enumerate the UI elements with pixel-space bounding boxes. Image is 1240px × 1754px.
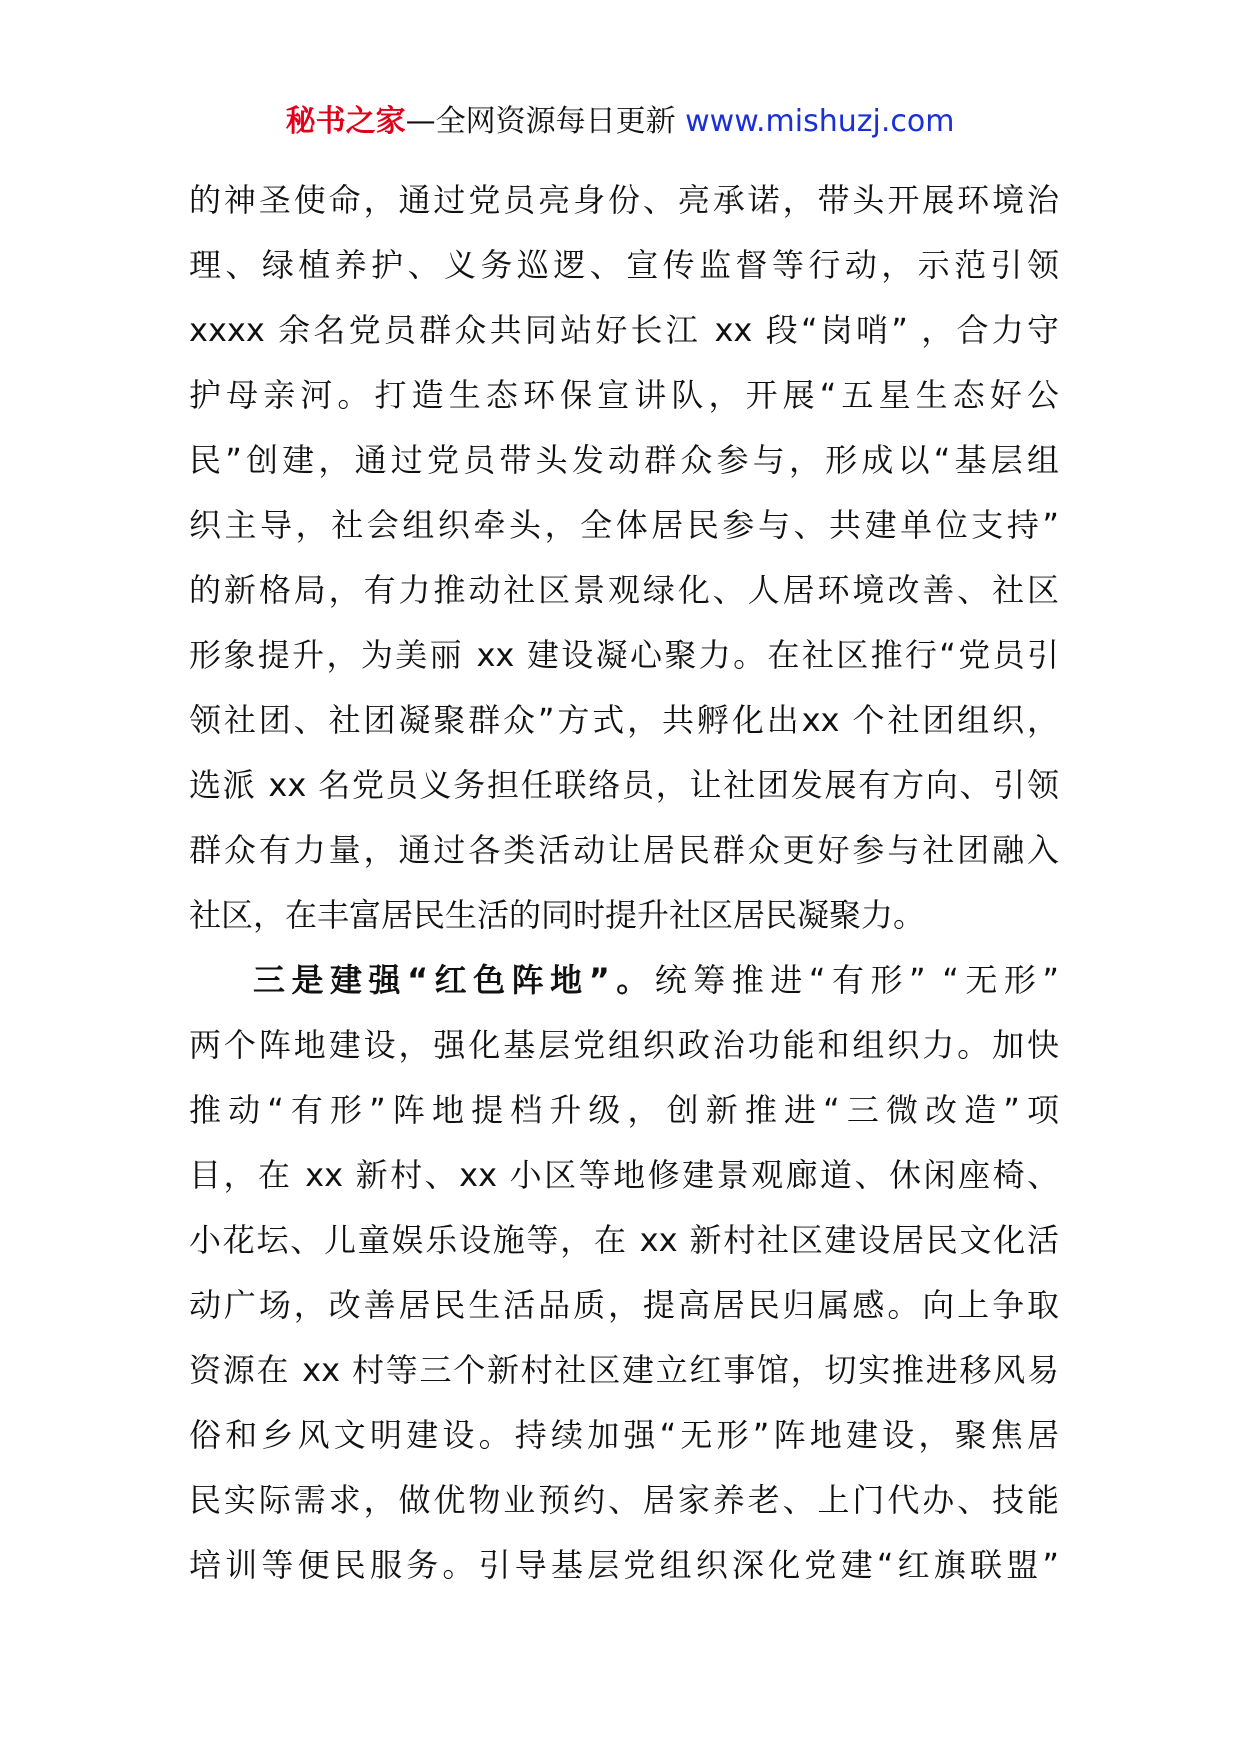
text-line: xxxx 余名党员群众共同站好长江 xx 段“岗哨” ，合力守 <box>189 311 1059 349</box>
text-line: 理、绿植养护、义务巡逻、宣传监督等行动，示范引领 <box>189 246 1059 284</box>
text-line: 培训等便民服务。引导基层党组织深化党建“红旗联盟” <box>189 1546 1059 1584</box>
site-header <box>0 100 1240 144</box>
paragraph-2 <box>189 948 1059 1598</box>
text-line: 民实际需求，做优物业预约、居家养老、上门代办、技能 <box>189 1481 1059 1519</box>
text-line: 的神圣使命，通过党员亮身份、亮承诺，带头开展环境治 <box>189 181 1059 219</box>
text-line: 目，在 xx 新村、xx 小区等地修建景观廊道、休闲座椅、 <box>189 1156 1059 1194</box>
text-line: 动广场，改善居民生活品质，提高居民归属感。向上争取 <box>189 1286 1059 1324</box>
text-line: 民”创建，通过党员带头发动群众参与，形成以“基层组 <box>189 441 1059 479</box>
text-line: 选派 xx 名党员义务担任联络员，让社团发展有方向、引领 <box>189 766 1059 804</box>
paragraph-1 <box>189 168 1059 948</box>
text-line: 小花坛、儿童娱乐设施等，在 xx 新村社区建设居民文化活 <box>189 1221 1059 1259</box>
text-line: 的新格局，有力推动社区景观绿化、人居环境改善、社区 <box>189 571 1059 609</box>
heading-line-text: 统筹推进“有形” “无形” <box>654 961 1059 999</box>
paragraph-heading-line <box>189 948 1059 1013</box>
text-line: 群众有力量，通过各类活动让居民群众更好参与社团融入 <box>189 831 1059 869</box>
document-body <box>189 168 1059 1598</box>
text-line: 俗和乡风文明建设。持续加强“无形”阵地建设，聚焦居 <box>189 1416 1059 1454</box>
section-heading: 三是建强“红色阵地”。 <box>253 961 655 999</box>
text-line: 织主导，社会组织牵头，全体居民参与、共建单位支持” <box>189 506 1059 544</box>
text-line: 资源在 xx 村等三个新村社区建立红事馆，切实推进移风易 <box>189 1351 1059 1389</box>
site-tagline: —全网资源每日更新 <box>405 104 686 139</box>
text-line: 领社团、社团凝聚群众”方式，共孵化出xx 个社团组织， <box>189 701 1059 739</box>
text-line: 社区，在丰富居民生活的同时提升社区居民凝聚力。 <box>189 896 926 934</box>
text-line: 推动“有形”阵地提档升级，创新推进“三微改造”项 <box>189 1091 1059 1129</box>
text-line: 护母亲河。打造生态环保宣讲队，开展“五星生态好公 <box>189 376 1059 414</box>
text-line: 形象提升，为美丽 xx 建设凝心聚力。在社区推行“党员引 <box>189 636 1059 674</box>
text-line: 两个阵地建设，强化基层党组织政治功能和组织力。加快 <box>189 1026 1059 1064</box>
site-brand: 秘书之家 <box>285 104 406 139</box>
site-url-link[interactable]: www.mishuzj.com <box>685 104 955 139</box>
